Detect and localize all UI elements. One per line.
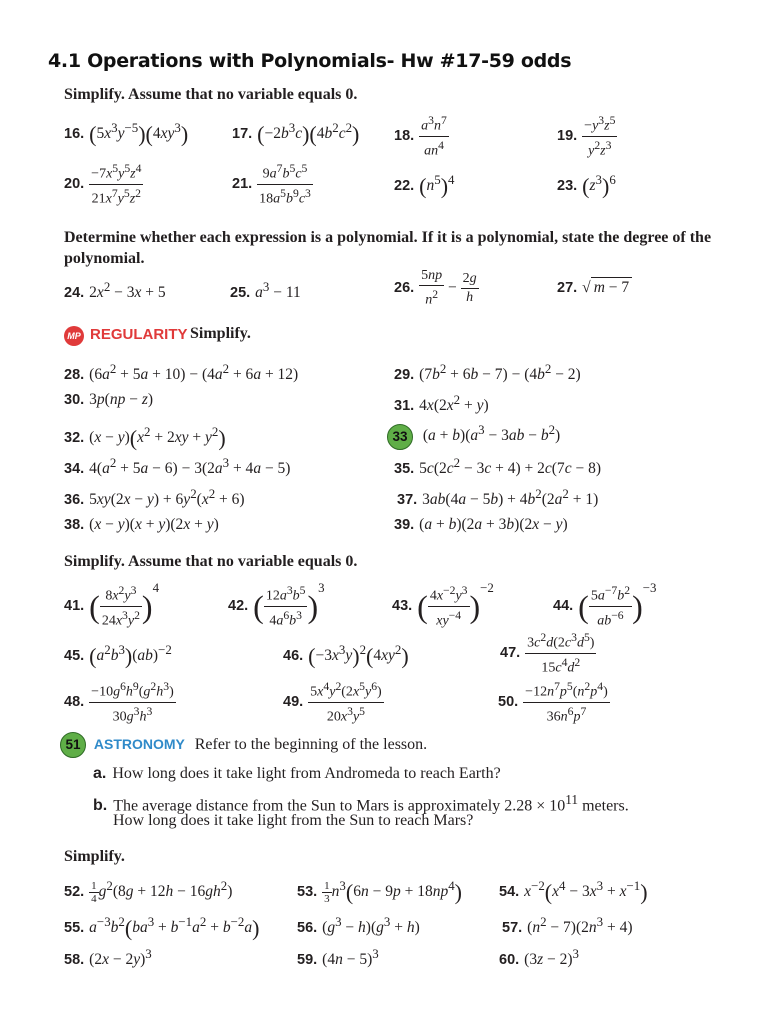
fraction: $\frac{1}{4}$ <box>91 880 97 906</box>
problem-number: 17. <box>232 126 253 143</box>
problem-24 <box>64 277 166 303</box>
expression: $(n^5)^4$ <box>419 172 455 199</box>
fraction: $\frac{a^3n^7}{an^4}$ <box>421 114 447 159</box>
problem-number: 59. <box>297 952 318 969</box>
problem-number: 22. <box>394 178 415 195</box>
instruction-simplify-2: Simplify. <box>190 325 251 342</box>
problem-42: 42. ( $\frac{12a^3b^5}{4a^6b^3}$ )$^3$ <box>228 580 325 629</box>
problem-21 <box>232 160 313 208</box>
problem-number: 44. <box>553 598 574 614</box>
problem-number: 48. <box>64 693 85 710</box>
problem-number: 47. <box>500 644 521 661</box>
astronomy-label: ASTRONOMY <box>93 735 185 752</box>
problem-number: 49. <box>283 693 304 710</box>
page-title: 4.1 Operations with Polynomials- Hw #17-59 odds <box>48 50 572 72</box>
problem-31 <box>394 390 489 416</box>
fraction: $\frac{4x^{-2}y^3}{xy^{-4}}$ <box>429 584 468 629</box>
problem-number: 34. <box>64 461 85 478</box>
problem-54 <box>499 876 648 903</box>
instruction-simplify-4: Simplify. <box>64 848 125 865</box>
problem-number: 57. <box>502 920 523 937</box>
problem-22 <box>394 170 454 197</box>
problem-number: 56. <box>297 920 318 937</box>
instruction-simplify-3: Simplify. Assume that no variable equals 0. <box>64 553 358 570</box>
problem-number: 27. <box>557 280 578 296</box>
expression: $(2x - 2y)^3$ <box>89 946 152 969</box>
expression: $3ab(4a - 5b) + 4b^2(2a^2 + 1)$ <box>422 486 599 509</box>
part-text-end: meters. <box>578 797 629 815</box>
problem-number: 46. <box>283 648 304 665</box>
problem-43: 43. ( $\frac{4x^{-2}y^3}{xy^{-4}}$ )$^{-2}$ <box>392 580 494 629</box>
problem-number: 28. <box>64 367 85 384</box>
fraction: $\frac{-10g^6h^9(g^2h^3)}{30g^3h^3}$ <box>91 680 174 725</box>
expression: $a^{-3}b^2(ba^3 + b^{-1}a^2 + b^{-2}a)$ <box>89 914 260 941</box>
problem-number: 23. <box>557 178 578 195</box>
problem-49 <box>283 678 384 726</box>
highlighted-problem-number: 33 <box>387 424 413 450</box>
expression: $(z^3)^6$ <box>582 172 616 199</box>
problem-26: 26. $\frac{5np}{n^2}$ − $\frac{2g}{h}$ <box>394 268 477 308</box>
expression: $x^{-2}(x^4 - 3x^3 + x^{-1})$ <box>524 878 648 905</box>
fraction: $\frac{12a^3b^5}{4a^6b^3}$ <box>265 584 306 629</box>
expression: √ m − 7 <box>582 279 632 296</box>
problem-47 <box>500 629 596 677</box>
problem-19 <box>557 112 617 160</box>
problem-27 <box>557 277 632 298</box>
problem-number: 24. <box>64 285 85 302</box>
expression: $2x^2 - 3x + 5$ <box>89 279 166 302</box>
problem-58 <box>64 944 152 970</box>
part-letter: b. <box>93 797 108 815</box>
expression: $(6a^2 + 5a + 10) - (4a^2 + 6a + 12)$ <box>89 361 299 384</box>
fraction: $\frac{9a^7b^5c^5}{18a^5b^9c^3}$ <box>259 162 311 207</box>
problem-number: 18. <box>394 127 415 144</box>
expression: $(a^2b^3)(ab)^{-2}$ <box>89 642 172 669</box>
problem-number: 29. <box>394 367 415 384</box>
problem-20 <box>64 160 143 208</box>
problem-number: 25. <box>230 285 251 302</box>
problem-number: 31. <box>394 398 415 415</box>
problem-25 <box>230 277 301 303</box>
problem-48 <box>64 678 176 726</box>
problem-number: 41. <box>64 598 85 614</box>
problem-50 <box>498 678 610 726</box>
expression: $(g^3 - h)(g^3 + h)$ <box>322 914 420 937</box>
problem-number: 38. <box>64 517 85 533</box>
problem-33 <box>387 420 560 450</box>
exponent: 11 <box>565 792 579 807</box>
instruction-simplify-1: Simplify. Assume that no variable equals 0. <box>64 86 358 103</box>
problem-51-header <box>60 732 427 758</box>
problem-number: 16. <box>64 126 85 143</box>
part-text: The average distance from the Sun to Mars is approximately 2.28 × 10 <box>113 797 566 815</box>
problem-number: 53. <box>297 884 318 901</box>
expression: $5c(2c^2 - 3c + 4) + 2c(7c - 8)$ <box>419 455 601 478</box>
expression: $(n^2 - 7)(2n^3 + 4)$ <box>527 914 633 937</box>
problem-59 <box>297 944 379 970</box>
problem-number: 32. <box>64 430 85 447</box>
fraction: $\frac{8x^2y^3}{24x^3y^2}$ <box>101 584 140 629</box>
problem-55 <box>64 912 259 939</box>
part-text: How long does it take light from Andromeda to reach Earth? <box>112 765 501 782</box>
expression: $(5x^3y^{-5})(4xy^3)$ <box>89 120 189 147</box>
problem-17 <box>232 118 359 145</box>
problem-28 <box>64 359 298 385</box>
problem-41: 41. ( $\frac{8x^2y^3}{24x^3y^2}$ )$^4$ <box>64 580 160 629</box>
problem-number: 39. <box>394 517 415 533</box>
problem-number: 19. <box>557 127 578 144</box>
problem-number: 26. <box>394 279 415 296</box>
expression: $(a + b)(a^3 - 3ab - b^2)$ <box>422 422 561 445</box>
expression: $(x - y)(x^2 + 2xy + y^2)$ <box>89 424 226 451</box>
problem-37 <box>397 484 598 510</box>
problem-29 <box>394 359 581 385</box>
mp-badge-icon: MP <box>64 326 84 346</box>
problem-34 <box>64 453 290 479</box>
problem-number: 36. <box>64 492 85 509</box>
problem-45 <box>64 640 172 667</box>
problem-36 <box>64 484 245 510</box>
instruction-polynomial: Determine whether each expression is a polynomial. If it is a polynomial, state the degree of the polynomial. <box>64 229 712 267</box>
fraction: $\frac{-12n^7p^5(n^2p^4)}{36n^6p^7}$ <box>525 680 608 725</box>
fraction: $\frac{-y^3z^5}{y^2z^3}$ <box>584 114 616 159</box>
fraction: $\frac{-7x^5y^5z^4}{21x^7y^5z^2}$ <box>91 162 142 207</box>
problem-51b-line2: How long does it take light from the Sun to reach Mars? <box>113 812 474 829</box>
problem-51a <box>93 763 501 785</box>
problem-60 <box>499 944 579 970</box>
expression: $4x(2x^2 + y)$ <box>419 392 489 415</box>
problem-56 <box>297 912 420 938</box>
highlighted-problem-number: 51 <box>60 732 86 758</box>
problem-number: 35. <box>394 461 415 478</box>
expression: $(-2b^3c)(4b^2c^2)$ <box>257 120 360 147</box>
part-letter: a. <box>93 765 107 782</box>
problem-16 <box>64 118 188 145</box>
expression: $5xy(2x - y) + 6y^2(x^2 + 6)$ <box>89 486 245 509</box>
problem-number: 54. <box>499 884 520 901</box>
expression: 3p(np − z) <box>89 391 154 408</box>
problem-53: 53. $\frac{1}{3}$ $n^3(6n - 9p + 18np^4)$ <box>297 878 462 906</box>
problem-number: 20. <box>64 175 85 192</box>
problem-38 <box>64 515 219 535</box>
fraction: $\frac{5x^4y^2(2x^5y^6)}{20x^3y^5}$ <box>310 680 382 725</box>
fraction: $\frac{5a^{-7}b^2}{ab^{-6}}$ <box>590 584 631 629</box>
problem-52: 52. $\frac{1}{4}$ $g^2(8g + 12h - 16gh^2)$ <box>64 878 233 906</box>
regularity-label: REGULARITY <box>90 326 188 343</box>
expression: (a + b)(2a + 3b)(2x − y) <box>419 516 568 533</box>
problem-39 <box>394 515 568 535</box>
fraction: $\frac{3c^2d(2c^3d^5)}{15c^4d^2}$ <box>527 631 595 676</box>
expression: $4(a^2 + 5a - 6) - 3(2a^3 + 4a - 5)$ <box>89 455 291 478</box>
problem-number: 45. <box>64 648 85 665</box>
problem-23 <box>557 170 616 197</box>
expression: (x − y)(x + y)(2x + y) <box>89 516 219 533</box>
fraction: $\frac{5np}{n^2}$ <box>421 268 443 308</box>
problem-46 <box>283 640 409 667</box>
problem-44: 44. ( $\frac{5a^{-7}b^2}{ab^{-6}}$ )$^{-3}$ <box>553 580 657 629</box>
problem-number: 30. <box>64 392 85 408</box>
problem-number: 52. <box>64 884 85 901</box>
problem-35 <box>394 453 601 479</box>
problem-number: 37. <box>397 492 418 509</box>
problem-number: 55. <box>64 920 85 937</box>
problem-number: 50. <box>498 693 519 710</box>
expression: $(3z - 2)^3$ <box>524 946 579 969</box>
problem-32 <box>64 422 226 449</box>
problem-number: 60. <box>499 952 520 969</box>
fraction: $\frac{1}{3}$ <box>324 880 330 906</box>
astronomy-text: Refer to the beginning of the lesson. <box>194 735 428 753</box>
expression: $(7b^2 + 6b - 7) - (4b^2 - 2)$ <box>419 361 581 384</box>
fraction: $\frac{2g}{h}$ <box>462 270 477 305</box>
expression: $(-3x^3y)^2(4xy^2)$ <box>308 642 409 669</box>
problem-number: 43. <box>392 598 413 614</box>
problem-number: 21. <box>232 175 253 192</box>
problem-number: 58. <box>64 952 85 969</box>
expression: $(4n - 5)^3$ <box>322 946 379 969</box>
problem-18 <box>394 112 449 160</box>
problem-30 <box>64 390 153 410</box>
problem-number: 42. <box>228 598 249 614</box>
problem-57 <box>502 912 632 938</box>
expression: $a^3 - 11$ <box>255 279 301 302</box>
